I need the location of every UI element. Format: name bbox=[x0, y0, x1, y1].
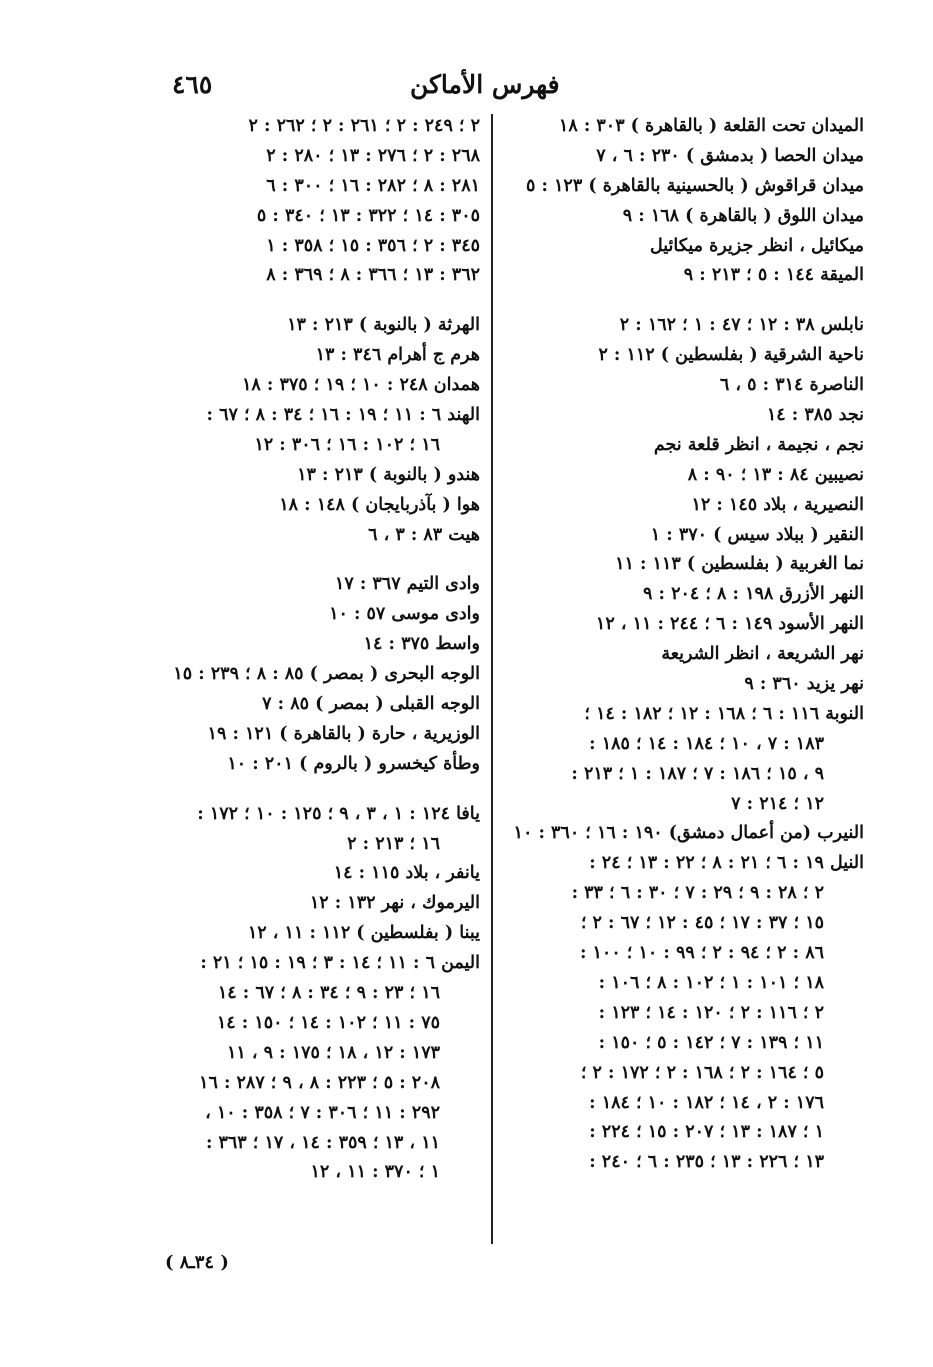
index-entry-continuation: ١٥ ؛ ٣٧ : ١٧ ؛ ٤٥ : ١٢ ؛ ٦٧ : ٢ ؛ bbox=[580, 913, 824, 934]
index-column-right bbox=[508, 112, 864, 1178]
index-entry: نهر يزيد ٣٦٠ : ٩ bbox=[744, 674, 864, 695]
index-entry: النصيرية ، بلاد ١٤٥ : ١٢ bbox=[691, 494, 864, 515]
index-entry: يبنا ( بفلسطين ) ١١٢ : ١١ ، ١٢ bbox=[247, 923, 480, 944]
index-entry: نصيبين ٨٤ : ١٣ ؛ ٩٠ : ٨ bbox=[687, 464, 864, 485]
index-entry: نجم ، نجيمة ، انظر قلعة نجم bbox=[653, 434, 864, 455]
index-entry: نابلس ٣٨ : ١٢ ؛ ٤٧ : ١ ؛ ١٦٢ : ٢ bbox=[619, 315, 864, 336]
index-entry: اليمن ٦ : ١١ ؛ ١٤ : ٣ ؛ ١٩ : ١٥ ؛ ٢١ : bbox=[200, 953, 480, 974]
index-entry: الوجه القبلى ( بمصر ) ٨٥ : ٧ bbox=[262, 694, 480, 715]
index-entry: الوجه البحرى ( بمصر ) ٨٥ : ٨ ؛ ٢٣٩ : ١٥ bbox=[173, 664, 480, 685]
index-entry: الوزيرية ، حارة ( بالقاهرة ) ١٢١ : ١٩ bbox=[207, 723, 480, 744]
index-entry: هرم ج أهرام ٣٤٦ : ١٣ bbox=[315, 345, 480, 366]
index-entry-continuation: ١١ ؛ ١٣٩ : ٧ ؛ ١٤٢ : ٥ ؛ ١٥٠ : bbox=[598, 1032, 824, 1053]
index-entry-continuation: ١ ؛ ١٨٧ : ١٣ ؛ ٢٠٧ : ١٥ ؛ ٢٢٤ : bbox=[589, 1122, 824, 1143]
index-entry: ٣٦٢ : ١٣ ؛ ٣٦٦ : ٨ ؛ ٣٦٩ : ٨ bbox=[266, 265, 480, 286]
index-entry-continuation: ٧٥ : ١١ ؛ ١٠٢ : ١٤ ؛ ١٥٠ : ١٤ bbox=[216, 1012, 440, 1033]
index-entry-continuation: ١٨ ؛ ١٠١ : ١ ؛ ١٠٢ : ٨ ؛ ١٠٦ : bbox=[598, 972, 824, 993]
index-entry: النيرب (من أعمال دمشق) ١٩٠ : ١٦ ؛ ٣٦٠ : ١٠ bbox=[513, 823, 864, 844]
page-header bbox=[0, 68, 933, 108]
index-entry-continuation: ٢٠٨ : ٥ ؛ ٢٢٣ : ٨ ، ٩ ؛ ٢٨٧ : ١٦ bbox=[199, 1072, 440, 1093]
index-entry: ناحية الشرقية ( بفلسطين ) ١١٢ : ٢ bbox=[598, 345, 864, 366]
index-entry-continuation: ٩ ، ١٥ ؛ ١٨٦ : ٧ ؛ ١٨٧ : ١ ؛ ٢١٣ : bbox=[571, 763, 824, 784]
index-entry: ٢٦٨ : ٢ ؛ ٢٧٦ : ١٣ ؛ ٢٨٠ : ٢ bbox=[266, 145, 480, 166]
index-entry: اليرموك ، نهر ١٣٢ : ١٢ bbox=[309, 893, 480, 914]
index-entry: ٣٤٥ : ٢ ؛ ٣٥٦ : ١٥ ؛ ٣٥٨ : ١ bbox=[266, 235, 480, 256]
index-entry: ٣٠٥ : ١٤ ؛ ٣٢٢ : ١٣ ؛ ٣٤٠ : ٥ bbox=[256, 205, 480, 226]
index-entry: وادى موسى ٥٧ : ١٠ bbox=[329, 604, 480, 625]
index-entry: ميكائيل ، انظر جزيرة ميكائيل bbox=[649, 235, 864, 256]
index-entry-continuation: ١٦ ؛ ٢٣ : ٩ ؛ ٣٤ : ٨ ؛ ٦٧ : ١٤ bbox=[217, 983, 440, 1004]
index-entry: النقير ( ببلاد سيس ) ٣٧٠ : ١ bbox=[650, 524, 864, 545]
index-entry: النهر الأسود ١٤٩ : ٦ ؛ ٢٤٤ : ١١ ، ١٢ bbox=[595, 614, 864, 635]
index-entry: الهرثة ( بالنوبة ) ٢١٣ : ١٣ bbox=[287, 315, 480, 336]
index-entry: همدان ٢٤٨ : ١٠ ؛ ١٩ ؛ ٣٧٥ : ١٨ bbox=[242, 375, 480, 396]
index-entry-continuation: ١٢ ؛ ٢١٤ : ٧ bbox=[731, 793, 824, 814]
index-entry: النوبة ١١٦ : ٦ ؛ ١٦٨ : ١٢ ؛ ١٨٢ : ١٤ ؛ bbox=[584, 703, 864, 724]
index-entry: هيت ٨٣ : ٣ ، ٦ bbox=[368, 524, 480, 545]
index-entry: الهند ٦ : ١١ ؛ ١٩ : ١٦ ؛ ٣٤ : ٨ ؛ ٦٧ : bbox=[206, 405, 480, 426]
section-gap bbox=[128, 291, 480, 311]
index-entry: الميدان تحت القلعة ( بالقاهرة ) ٣٠٣ : ١٨ bbox=[558, 116, 864, 136]
index-entry-continuation: ١٨٣ : ٧ ، ١٠ ؛ ١٨٤ : ١٤ ؛ ١٨٥ : bbox=[589, 733, 824, 754]
index-entry-continuation: ٢ ؛ ٢٨ : ٩ ؛ ٢٩ : ٧ ؛ ٣٠ : ٦ ؛ ٣٣ : bbox=[571, 883, 824, 904]
index-entry: هندو ( بالنوبة ) ٢١٣ : ١٣ bbox=[297, 464, 480, 485]
index-entry: ميدان اللوق ( بالقاهرة ) ١٦٨ : ٩ bbox=[622, 205, 864, 226]
index-entry: يافا ١٢٤ : ١ ، ٣ ، ٩ ؛ ١٢٥ : ١٠ ؛ ١٧٢ : bbox=[197, 803, 480, 824]
column-divider bbox=[491, 114, 493, 1244]
index-entry: ٢٨١ : ٨ ؛ ٢٨٢ : ١٦ ؛ ٣٠٠ : ٦ bbox=[266, 175, 480, 196]
index-entry: ٢ ؛ ٢٤٩ : ٢ ؛ ٢٦١ : ٢ ؛ ٢٦٢ : ٢ bbox=[248, 116, 480, 136]
index-entry: النيل ١٩ : ٦ ؛ ٢١ : ٨ ؛ ٢٢ : ١٣ ؛ ٢٤ : bbox=[589, 853, 864, 874]
index-entry-continuation: ١٧٦ : ٢ ، ١٤ ؛ ١٨٢ : ١٠ ؛ ١٨٤ : bbox=[589, 1092, 824, 1113]
section-gap bbox=[508, 291, 864, 311]
page-title: فهرس الأماكن bbox=[410, 70, 560, 99]
index-column-left bbox=[128, 112, 480, 1188]
index-entry: نهر الشريعة ، انظر الشريعة bbox=[661, 644, 864, 665]
index-entry-continuation: ١ ؛ ٣٧٠ : ١١ ، ١٢ bbox=[310, 1162, 440, 1183]
index-entry-continuation: ٢ ؛ ١١٦ : ٢ ؛ ١٢٠ : ١٤ ؛ ١٢٣ : bbox=[598, 1002, 824, 1023]
index-entry: النهر الأزرق ١٩٨ : ٨ ؛ ٢٠٤ : ٩ bbox=[643, 584, 864, 605]
index-entry: واسط ٣٧٥ : ١٤ bbox=[363, 634, 480, 655]
index-entry-continuation: ٨٦ : ٢ ؛ ٩٤ : ٢ ؛ ٩٩ : ١٠ ؛ ١٠٠ : bbox=[579, 943, 824, 964]
index-entry-continuation: ٥ ؛ ١٦٤ : ٢ ؛ ١٦٨ : ٢ ؛ ١٧٢ : ٢ ؛ bbox=[580, 1062, 824, 1083]
index-entry: ميدان الحصا ( بدمشق ) ٢٣٠ : ٦ ، ٧ bbox=[596, 145, 864, 166]
index-entry-continuation: ٢٩٢ : ١١ ؛ ٣٠٦ : ٧ ؛ ٣٥٨ : ١٠ ، bbox=[205, 1102, 440, 1123]
index-entry-continuation: ١٦ ؛ ١٠٢ : ١٦ ؛ ٣٠٦ : ١٢ bbox=[254, 434, 440, 455]
section-gap bbox=[128, 550, 480, 570]
index-entry: ميدان قراقوش ( بالحسينية بالقاهرة ) ١٢٣ : ٥ bbox=[525, 175, 864, 196]
index-entry: نما الغربية ( بفلسطين ) ١١٣ : ١١ bbox=[615, 554, 864, 575]
index-entry-continuation: ١٧٣ : ١٢ ، ١٨ ؛ ١٧٥ : ٩ ، ١١ bbox=[227, 1042, 440, 1063]
page-number: ٤٦٥ bbox=[172, 70, 213, 99]
signature-mark: ( ٣٤ـ٨ ) bbox=[165, 1252, 229, 1273]
index-entry-continuation: ١١ ، ١٣ ؛ ٣٥٩ : ١٤ ، ١٧ ؛ ٣٦٣ : bbox=[205, 1132, 440, 1153]
index-entry: الميقة ١٤٤ : ٥ ؛ ٢١٣ : ٩ bbox=[683, 265, 864, 286]
index-entry: نجد ٣٨٥ : ١٤ bbox=[766, 405, 864, 426]
index-entry-continuation: ١٦ ؛ ٢١٣ : ٢ bbox=[347, 833, 440, 854]
index-entry: وطأة كيخسرو ( بالروم ) ٢٠١ : ١٠ bbox=[227, 753, 480, 774]
index-entry: وادى التيم ٣٦٧ : ١٧ bbox=[334, 574, 480, 595]
index-entry: الناصرة ٣١٤ : ٥ ، ٦ bbox=[719, 375, 864, 396]
index-entry: يانفر ، بلاد ١١٥ : ١٤ bbox=[333, 863, 480, 884]
index-entry: هوا ( بآذربايجان ) ١٤٨ : ١٨ bbox=[279, 494, 480, 515]
section-gap bbox=[128, 780, 480, 800]
index-entry-continuation: ١٣ ؛ ٢٢٦ : ١٣ ؛ ٢٣٥ : ٦ ؛ ٢٤٠ : bbox=[589, 1152, 824, 1173]
